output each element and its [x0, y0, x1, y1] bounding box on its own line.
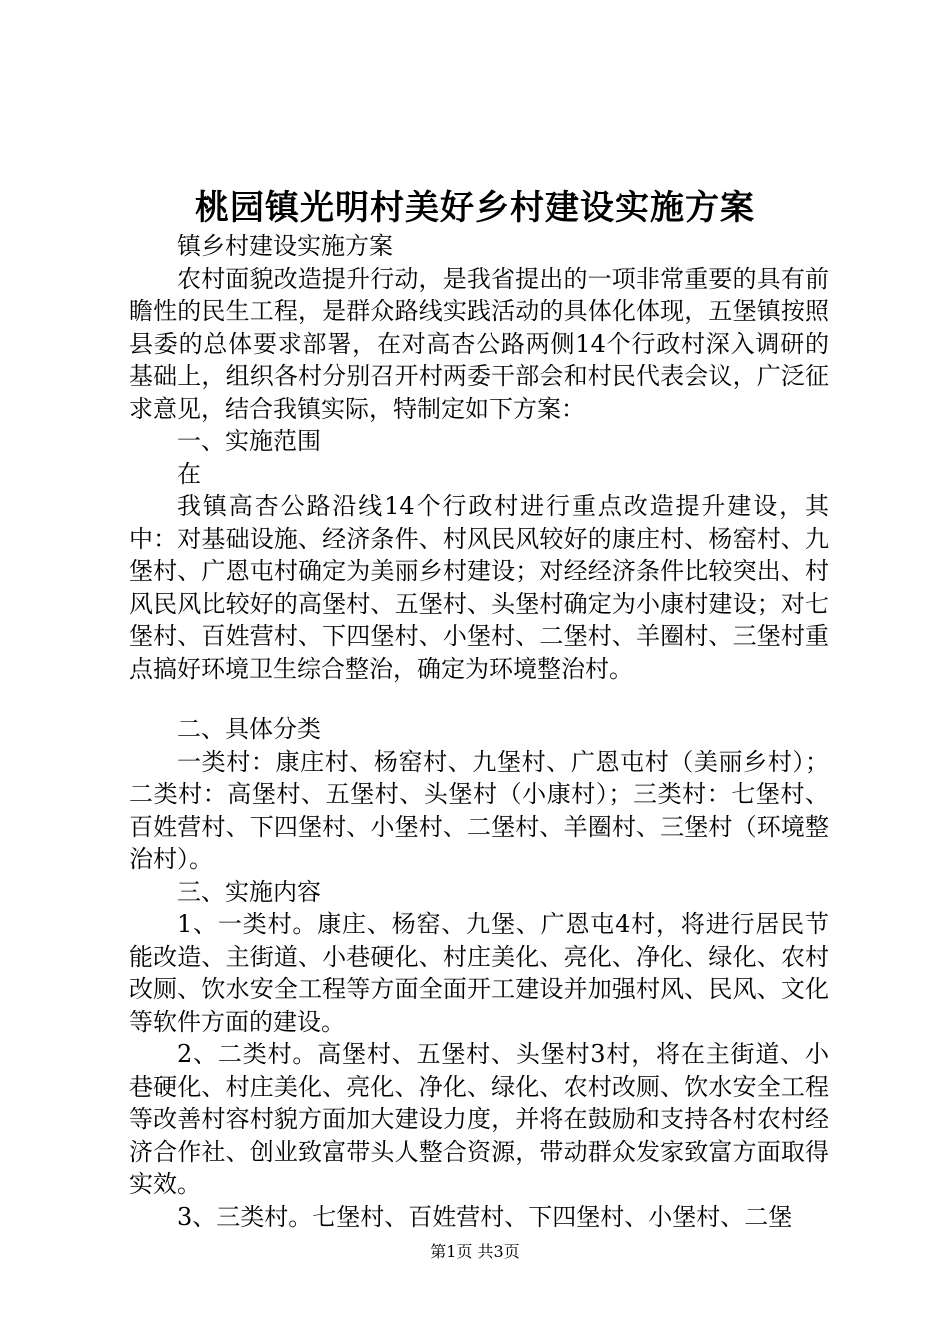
section-heading-classification: 二、具体分类	[177, 715, 321, 743]
document-title: 桃园镇光明村美好乡村建设实施方案	[195, 188, 755, 228]
paragraph-scope: 我镇高杏公路沿线14个行政村进行重点改造提升建设，其中：对基础设施、经济条件、村风民风较好的康庄村、杨窑村、九堡村、广恩屯村确定为美丽乡村建设；对经经济条件比较突出、村风民风比较好的高堡村、五堡村、头堡村确定为小康村建设；对七堡村、百姓营村、下四堡村、小堡村、二堡村、羊圈村、三堡村重点搞好环境卫生综合整治，确定为环境整治村。	[129, 492, 829, 683]
paragraph-classification: 一类村：康庄村、杨窑村、九堡村、广恩屯村（美丽乡村）；二类村：高堡村、五堡村、头堡村（小康村）；三类村：七堡村、百姓营村、下四堡村、小堡村、二堡村、羊圈村、三堡村（环境整治村）。	[129, 747, 829, 873]
page-number-footer: 第1页 共3页	[430, 1242, 520, 1261]
paragraph-class-one: 1、一类村。康庄、杨窑、九堡、广恩屯4村，将进行居民节能改造、主街道、小巷硬化、村庄美化、亮化、净化、绿化、农村改厕、饮水安全工程等方面全面开工建设并加强村风、民风、文化等软件方面的建设。	[129, 910, 829, 1036]
paragraph-subtitle: 镇乡村建设实施方案	[177, 232, 393, 260]
section-heading-scope: 一、实施范围	[177, 427, 321, 455]
paragraph-fragment: 在	[177, 459, 201, 488]
paragraph-class-three: 3、三类村。七堡村、百姓营村、下四堡村、小堡村、二堡	[177, 1202, 793, 1231]
section-heading-content: 三、实施内容	[177, 877, 321, 906]
document-body	[129, 230, 829, 1233]
paragraph-intro: 农村面貌改造提升行动，是我省提出的一项非常重要的具有前瞻性的民生工程，是群众路线实践活动的具体化体现，五堡镇按照县委的总体要求部署，在对高杏公路两侧14个行政村深入调研的基础上，组织各村分别召开村两委干部会和村民代表会议，广泛征求意见，结合我镇实际，特制定如下方案：	[129, 264, 829, 423]
paragraph-class-two: 2、二类村。高堡村、五堡村、头堡村3村，将在主街道、小巷硬化、村庄美化、亮化、净化、绿化、农村改厕、饮水安全工程等改善村容村貌方面加大建设力度，并将在鼓励和支持各村农村经济合作社、创业致富带头人整合资源，带动群众发家致富方面取得实效。	[129, 1040, 829, 1198]
